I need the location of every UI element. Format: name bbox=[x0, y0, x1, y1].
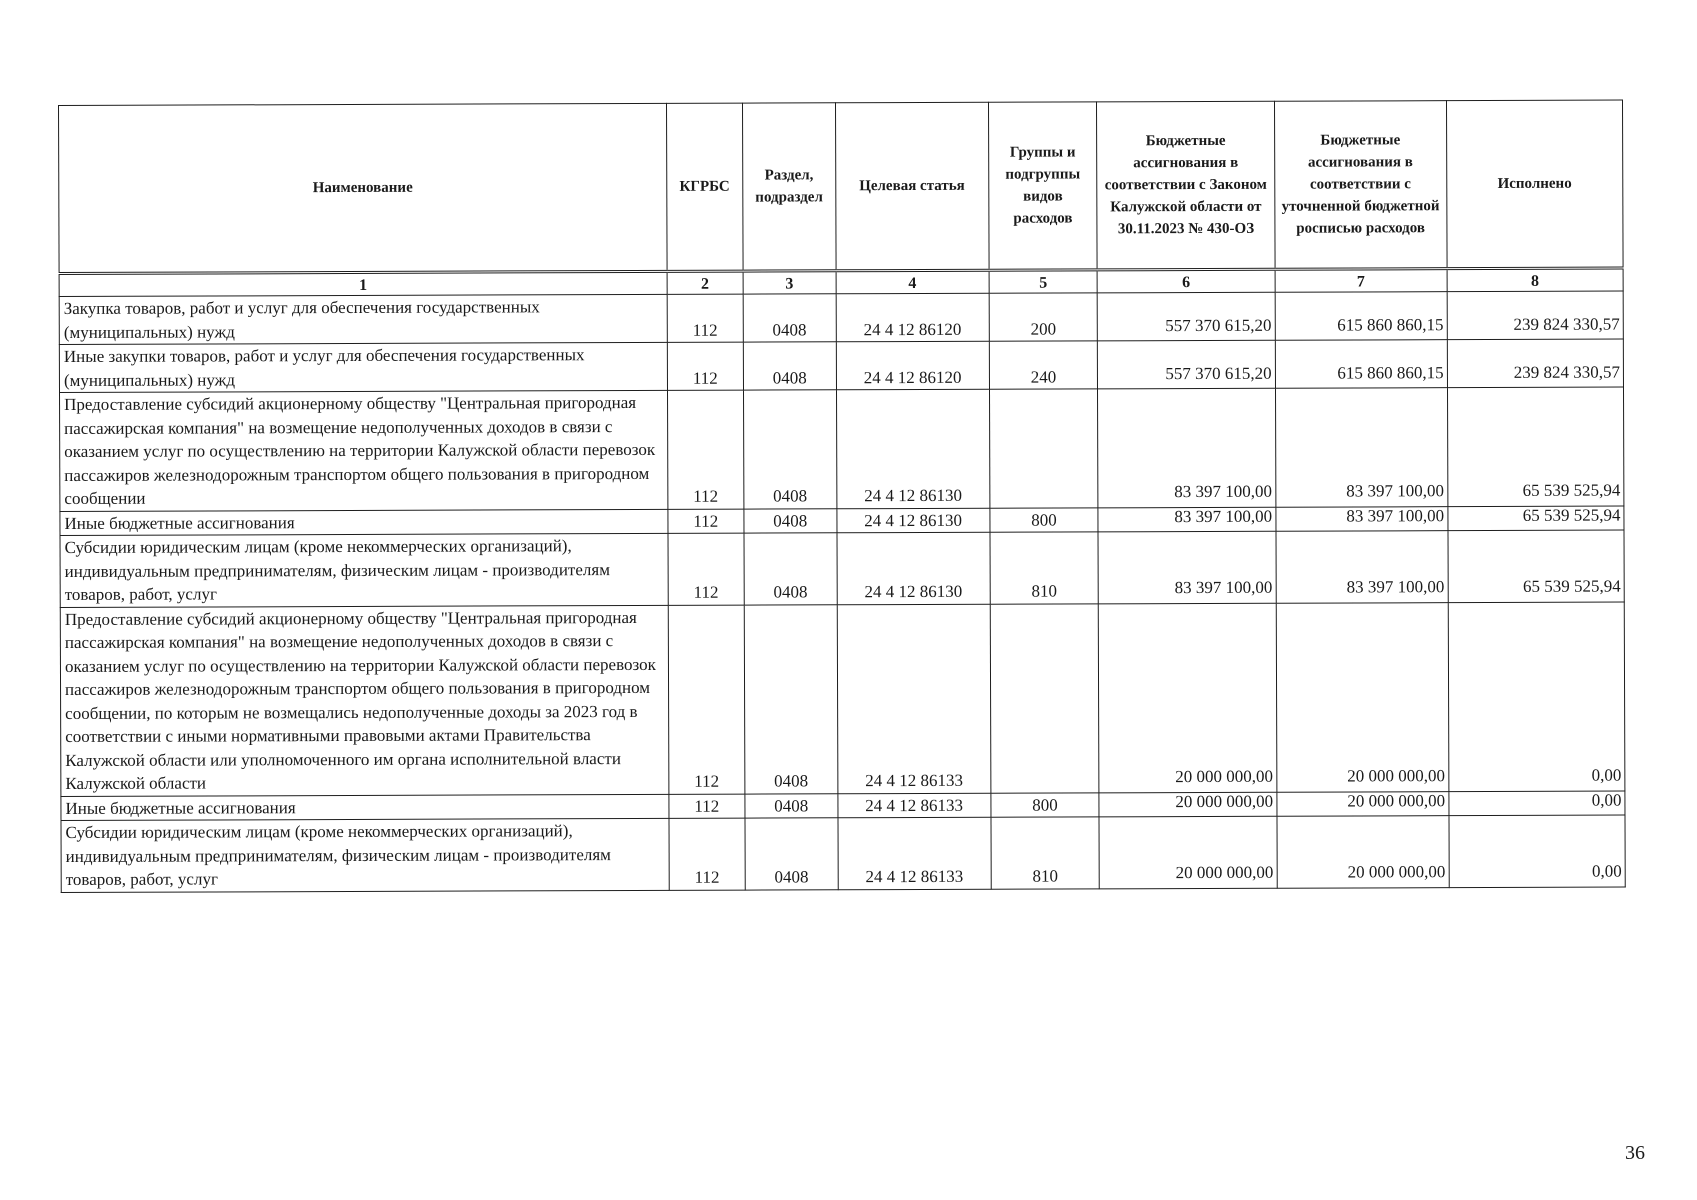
row-target: 24 4 12 86130 bbox=[837, 508, 990, 533]
executed-amount-value: 0,00 bbox=[1591, 765, 1622, 785]
refined-amount-value: 20 000 000,00 bbox=[1347, 766, 1446, 786]
executed-amount-value: 65 539 525,94 bbox=[1522, 505, 1621, 525]
row-refined-amount bbox=[1276, 531, 1448, 603]
executed-amount-value: 239 824 330,57 bbox=[1513, 362, 1620, 382]
refined-amount-value: 83 397 100,00 bbox=[1346, 577, 1445, 597]
row-kgrbs: 112 bbox=[668, 533, 744, 605]
row-law-amount bbox=[1098, 340, 1275, 389]
row-refined-amount bbox=[1275, 292, 1447, 341]
header-refined-allocations: Бюджетные ассигнования в соответствии с уточненной бюджетной росписью расходов bbox=[1274, 101, 1447, 270]
header-target-article: Целевая статья bbox=[835, 102, 989, 271]
row-law-amount bbox=[1099, 603, 1277, 793]
row-name: Предоставление субсидий акционерному обществу "Центральная пригородная пассажирская компания" на возмещение недополученных доходов в связи с оказанием услуг по осуществлению на территории Калужской области перевозок пассажиров железнодорожным транспортом общего пользования в пригородном сообщении, по которым не возмещались недополученные доходы за 2023 год в соответствии с иными нормативными правовыми актами Правительства Калужской области или уполномоченного им органа исполнительной власти Калужской области bbox=[60, 605, 669, 796]
header-row bbox=[59, 100, 1624, 273]
table-row bbox=[59, 339, 1623, 392]
row-refined-amount bbox=[1275, 340, 1447, 389]
row-executed-amount bbox=[1447, 339, 1623, 388]
refined-amount-value: 83 397 100,00 bbox=[1346, 505, 1445, 526]
row-section: 0408 bbox=[744, 533, 837, 605]
executed-amount-value: 0,00 bbox=[1591, 861, 1622, 881]
table-row bbox=[61, 815, 1625, 892]
refined-amount-value: 83 397 100,00 bbox=[1346, 481, 1445, 501]
law-amount-value: 83 397 100,00 bbox=[1174, 506, 1273, 526]
row-refined-amount bbox=[1275, 388, 1447, 507]
column-number: 1 bbox=[59, 271, 667, 296]
row-section: 0408 bbox=[743, 390, 836, 509]
law-amount-value: 20 000 000,00 bbox=[1175, 862, 1274, 883]
row-name: Иные закупки товаров, работ и услуг для обеспечения государственных (муниципальных) нужд bbox=[59, 342, 667, 392]
law-amount-value: 20 000 000,00 bbox=[1175, 766, 1274, 787]
row-refined-amount bbox=[1276, 602, 1449, 792]
law-amount-value: 20 000 000,00 bbox=[1175, 791, 1274, 811]
row-section: 0408 bbox=[744, 604, 838, 793]
header-expense-group: Группы и подгруппы видов расходов bbox=[988, 102, 1097, 270]
header-executed: Исполнено bbox=[1446, 100, 1623, 269]
row-target: 24 4 12 86133 bbox=[838, 817, 991, 889]
table-row bbox=[60, 387, 1624, 511]
row-section: 0408 bbox=[743, 342, 836, 390]
column-number: 3 bbox=[743, 271, 836, 294]
law-amount-value: 557 370 615,20 bbox=[1165, 363, 1272, 383]
row-name: Иные бюджетные ассигнования bbox=[60, 509, 668, 536]
row-name: Иные бюджетные ассигнования bbox=[61, 794, 669, 821]
column-number: 7 bbox=[1275, 269, 1447, 293]
row-kgrbs: 112 bbox=[667, 342, 743, 390]
row-law-amount bbox=[1098, 388, 1276, 507]
header-law-allocations: Бюджетные ассигнования в соответствии с Законом Калужской области от 30.11.2023 № 430-ОЗ bbox=[1097, 101, 1275, 270]
executed-amount-value: 0,00 bbox=[1591, 790, 1622, 810]
row-target: 24 4 12 86130 bbox=[837, 532, 990, 604]
row-group: 240 bbox=[989, 341, 1098, 389]
row-group: 800 bbox=[991, 792, 1100, 817]
row-target: 24 4 12 86120 bbox=[836, 293, 989, 342]
row-group: 200 bbox=[989, 293, 1098, 341]
row-kgrbs: 112 bbox=[669, 818, 745, 890]
row-executed-amount bbox=[1447, 291, 1623, 340]
row-group bbox=[990, 603, 1099, 792]
row-target: 24 4 12 86133 bbox=[838, 793, 991, 818]
row-law-amount bbox=[1098, 507, 1275, 532]
row-executed-amount bbox=[1449, 791, 1625, 816]
row-section: 0408 bbox=[744, 508, 837, 533]
executed-amount-value: 239 824 330,57 bbox=[1513, 314, 1620, 334]
column-number: 8 bbox=[1447, 268, 1623, 292]
row-refined-amount bbox=[1277, 816, 1449, 888]
law-amount-value: 83 397 100,00 bbox=[1174, 481, 1273, 502]
row-group: 800 bbox=[990, 507, 1099, 532]
refined-amount-value: 20 000 000,00 bbox=[1347, 862, 1446, 882]
table-row bbox=[60, 602, 1625, 796]
row-executed-amount bbox=[1448, 530, 1625, 602]
row-section: 0408 bbox=[745, 793, 838, 818]
law-amount-value: 557 370 615,20 bbox=[1165, 315, 1272, 335]
row-executed-amount bbox=[1449, 815, 1626, 887]
header-name: Наименование bbox=[59, 103, 667, 273]
row-name: Субсидии юридическим лицам (кроме некоммерческих организаций), индивидуальным предпринимателям, физическим лицам - производителям товаров, работ, услуг bbox=[60, 533, 668, 607]
refined-amount-value: 615 860 860,15 bbox=[1337, 314, 1444, 335]
header-kgrbs: КГРБС bbox=[666, 103, 743, 271]
row-name: Субсидии юридическим лицам (кроме некоммерческих организаций), индивидуальным предпринимателям, физическим лицам - производителям товаров, работ, услуг bbox=[61, 818, 669, 892]
executed-amount-value: 65 539 525,94 bbox=[1522, 480, 1621, 500]
page-number: 36 bbox=[1625, 1142, 1645, 1164]
column-number: 4 bbox=[836, 270, 989, 294]
column-number: 2 bbox=[667, 271, 743, 294]
row-refined-amount bbox=[1276, 506, 1448, 531]
row-name: Предоставление субсидий акционерному обществу "Центральная пригородная пассажирская компания" на возмещение недополученных доходов в связи с оказанием услуг по осуществлению на территории Калужской области перевозок пассажиров железнодорожным транспортом общего пользования в пригородном сообщении bbox=[60, 390, 668, 511]
refined-amount-value: 20 000 000,00 bbox=[1347, 790, 1446, 811]
row-group: 810 bbox=[990, 532, 1099, 604]
column-number: 5 bbox=[989, 270, 1098, 293]
table-row bbox=[60, 530, 1624, 607]
row-group: 810 bbox=[991, 817, 1100, 889]
row-group bbox=[989, 389, 1098, 508]
law-amount-value: 83 397 100,00 bbox=[1174, 577, 1273, 598]
executed-amount-value: 65 539 525,94 bbox=[1522, 576, 1621, 596]
row-refined-amount bbox=[1277, 791, 1449, 816]
column-number: 6 bbox=[1097, 269, 1274, 293]
row-executed-amount bbox=[1447, 387, 1624, 506]
budget-table bbox=[58, 100, 1626, 893]
row-law-amount bbox=[1099, 816, 1277, 888]
row-law-amount bbox=[1098, 531, 1276, 603]
row-target: 24 4 12 86133 bbox=[837, 604, 991, 794]
refined-amount-value: 615 860 860,15 bbox=[1337, 362, 1444, 383]
row-target: 24 4 12 86130 bbox=[836, 389, 989, 508]
row-law-amount bbox=[1099, 792, 1276, 817]
row-kgrbs: 112 bbox=[669, 794, 745, 819]
row-section: 0408 bbox=[743, 294, 836, 342]
row-name: Закупка товаров, работ и услуг для обеспечения государственных (муниципальных) нужд bbox=[59, 294, 667, 344]
row-kgrbs: 112 bbox=[668, 509, 744, 534]
row-kgrbs: 112 bbox=[667, 390, 743, 509]
row-law-amount bbox=[1098, 292, 1275, 341]
header-section: Раздел, подраздел bbox=[742, 103, 835, 271]
row-target: 24 4 12 86120 bbox=[836, 341, 989, 390]
row-section: 0408 bbox=[745, 818, 838, 890]
row-kgrbs: 112 bbox=[667, 294, 743, 342]
row-kgrbs: 112 bbox=[668, 605, 745, 794]
row-executed-amount bbox=[1448, 506, 1624, 531]
table-row bbox=[59, 291, 1623, 344]
row-executed-amount bbox=[1448, 602, 1625, 792]
